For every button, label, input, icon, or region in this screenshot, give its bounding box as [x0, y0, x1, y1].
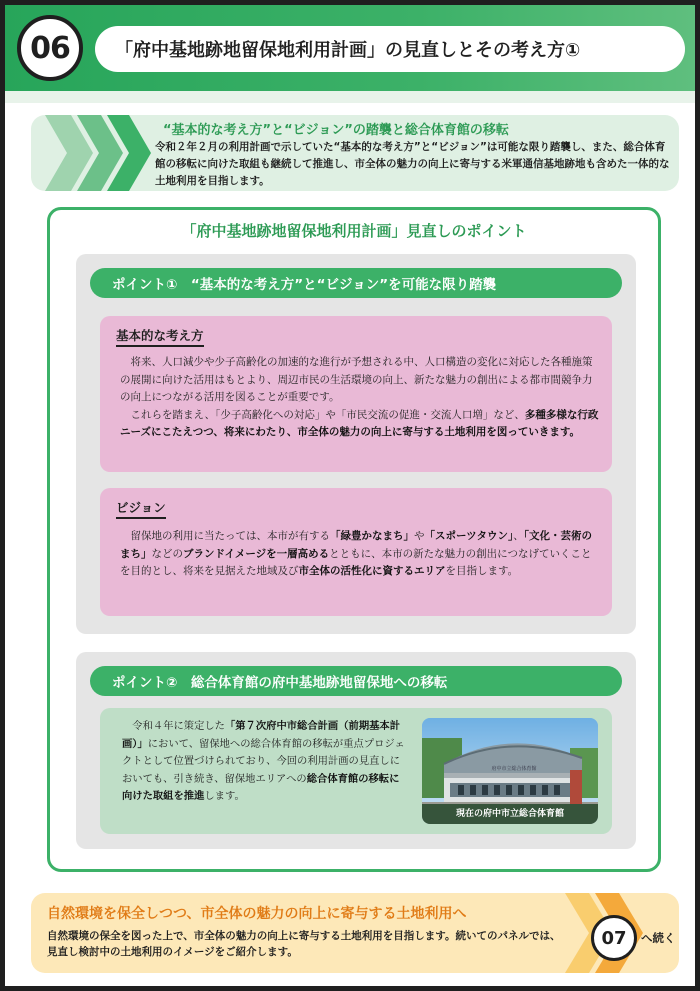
vision-text: や — [414, 530, 425, 542]
vision-text: とともに、本市の新たな魅力の創出につなげていくことを目的とし、将来を見据えた地域及び — [120, 547, 592, 577]
points-title: 「府中基地跡地留保地利用計画」見直しのポイント — [181, 222, 527, 240]
basic-concept-paragraph-1: 将来、人口減少や少子高齢化の加速的な進行が予想される中、人口構造の変化に対応した各種施策の展開に向けた活用はもとより、周辺市民の生活環境の向上、新たな魅力の創出による都市間競争力の向上につながる活用を図ることが重要です。 — [120, 356, 593, 403]
intro-text: 令和２年２月の利用計画で示していた“基本的な考え方”と“ビジョン”は可能な限り踏襲し、また、総合体育館の移転に向けた取組も継続して推進し、市全体の魅力の向上に寄与する米軍通信基地跡地も含めた一体的な土地利用を目指します。 — [155, 141, 670, 187]
point1-label: ポイント① “基本的な考え方”と“ビジョン”を可能な限り踏襲 — [90, 268, 622, 298]
vision-keyword: 「文化・芸術のまち」 — [120, 530, 592, 560]
point2-content-box — [100, 708, 612, 834]
next-panel-label: へ続く — [641, 931, 676, 945]
vision-keyword: 市全体の活性化に資するエリア — [298, 565, 446, 577]
vision-text: などの — [151, 547, 183, 560]
basic-text: これらを踏まえ、「少子高齢化への対応」や「市民交流の促進・交流人口増」など、 — [130, 408, 525, 421]
point2-text: 令和４年に策定した — [132, 720, 225, 732]
vision-paragraph — [120, 528, 600, 581]
photo-caption: 現在の府中市立総合体育館 — [422, 804, 598, 824]
footer-box — [31, 893, 679, 973]
panel-number-badge: 06 — [17, 15, 83, 81]
basic-emphasis: 多種多様な行政ニーズにこたえつつ、将来にわたり、市全体の魅力の向上に寄与する土地利用を図っていきます。 — [120, 408, 599, 438]
point2-keyword: 総合体育館の移転に向けた取組を推進 — [122, 772, 400, 802]
vision-text: を目指します。 — [445, 565, 519, 577]
building-sign: 府中市立総合体育館 — [491, 766, 537, 772]
page-title: 「府中基地跡地留保地利用計画」の見直しとその考え方① — [95, 26, 685, 72]
vision-heading: ビジョン — [116, 498, 166, 519]
basic-concept-paragraph-2 — [120, 407, 600, 442]
point2-keyword: 「第７次府中市総合計画（前期基本計画）」 — [122, 720, 401, 750]
vision-text: 、 — [513, 530, 524, 542]
vision-text: 留保地の利用に当たっては、本市が有する — [130, 530, 330, 542]
footer-title: 自然環境を保全しつつ、市全体の魅力の向上に寄与する土地利用へ — [47, 906, 467, 922]
gymnasium-photo — [422, 718, 598, 824]
next-panel-badge: 07 — [591, 915, 637, 961]
point2-label: ポイント② 総合体育館の府中基地跡地留保地への移転 — [90, 666, 622, 696]
vision-body — [120, 528, 600, 581]
chevron-arrows-icon — [31, 115, 151, 191]
basic-concept-box — [100, 316, 612, 472]
vision-keyword: 「緑豊かなまち」 — [330, 530, 414, 542]
point1-panel — [76, 254, 636, 634]
vision-keyword: ブランドイメージを一層高める — [183, 547, 330, 560]
header-band — [5, 5, 695, 91]
intro-title: “基本的な考え方”と“ビジョン”の踏襲と総合体育館の移転 — [163, 123, 509, 138]
point2-text: において、留保地への総合体育館の移転が重点プロジェクトとして位置づけられており、今回の利用計画の見直しにおいても、引き続き、留保地エリアへの — [122, 737, 405, 785]
point2-text: します。 — [204, 790, 245, 802]
point2-paragraph — [122, 718, 408, 806]
footer-text: 自然環境の保全を図った上で、市全体の魅力の向上に寄与する土地利用を目指します。続いてのパネルでは、見直し検討中の土地利用のイメージをご紹介します。 — [47, 930, 561, 958]
vision-box — [100, 488, 612, 616]
intro-box — [31, 115, 679, 191]
basic-concept-body — [120, 354, 600, 442]
basic-concept-heading: 基本的な考え方 — [116, 326, 204, 347]
points-section — [47, 207, 661, 872]
header-divider — [5, 91, 695, 103]
point2-panel — [76, 652, 636, 849]
vision-keyword: 「スポーツタウン」 — [424, 530, 514, 542]
